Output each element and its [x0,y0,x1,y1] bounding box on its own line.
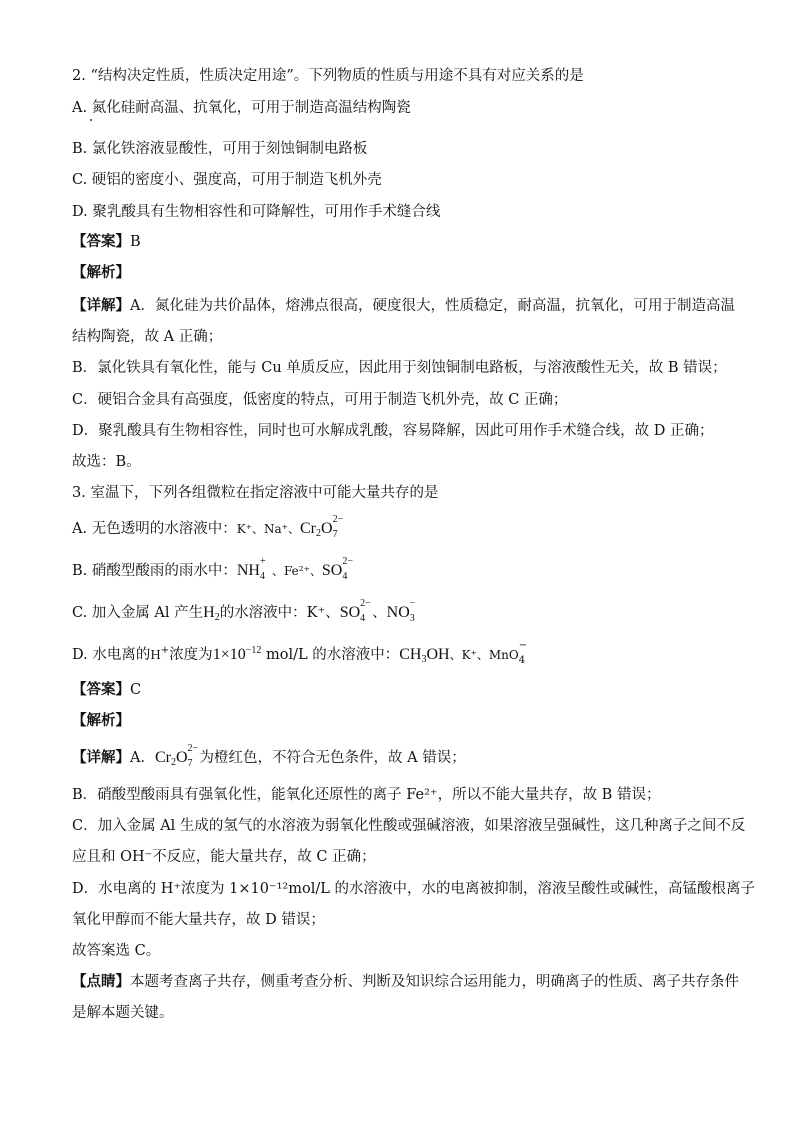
q3-comment-1: 【点睛】本题考查离子共存，侧重考查分析、判断及知识综合运用能力，明确离子的性质、离子共存条件 [72,973,739,990]
q3-detail-a: 【详解】A．$Cr_2O$ 2− 7 为橙红色，不符合无色条件，故 A 错误； [72,743,466,769]
q3-option-a: A. 无色透明的水溶液中：K⁺、Na⁺、$Cr_2O$ 2− 7 [72,514,344,540]
q3-detail-c1: C．加入金属 Al 生成的氢气的水溶液为弱氧化性酸或强碱溶液，如果溶液呈强碱性，这几种离子之间不反 [72,818,746,834]
q2-option-b: B. 氯化铁溶液显酸性，可用于刻蚀铜制电路板 [72,141,368,157]
q2-detail-c: C．硬铝合金具有高强度，低密度的特点，可用于制造飞机外壳，故 C 正确； [72,392,568,408]
q2-stem: 2. “结构决定性质，性质决定用途”。下列物质的性质与用途不具有对应关系的是 [72,68,584,84]
q3-detail-d1: D．水电离的 H⁺浓度为 1×10⁻¹²mol/L 的水溶液中，水的电离被抑制，溶液呈酸性或碱性，高锰酸根离子 [72,881,755,897]
answer-tag: 【答案】 [72,233,130,250]
q2-option-d: D. 聚乳酸具有生物相容性和可降解性，可用作手术缝合线 [72,204,441,220]
q2-analysis-tag: 【解析】 [72,264,130,281]
ammonium-formula: NH + 4 [236,556,266,582]
q3-detail-b: B．硝酸型酸雨具有强氧化性，能氧化还原性的离子 Fe²⁺，所以不能大量共存，故 B 错误； [72,787,661,803]
hydrogen-formula: $H_2$ [203,604,220,623]
q3-conclusion: 故答案选 C。 [72,943,161,959]
detail-tag: 【详解】 [72,297,130,314]
dichromate-formula: $Cr_2O$ 2− 7 [300,514,344,540]
q2-option-c: C. 硬铝的密度小、强度高，可用于制造飞机外壳 [72,172,382,188]
q2-conclusion: 故选：B。 [72,454,141,470]
q3-comment-2: 是解本题关键。 [72,1005,174,1021]
sulfate-formula-c: SO 2− 4 [339,598,371,624]
q2-detail-b: B．氯化铁具有氧化性，能与 Cu 单质反应，因此用于刻蚀铜制电路板，与溶液酸性无关，故 B 错误； [72,360,727,376]
q2-detail-a1: 【详解】A．氮化硅为共价晶体，熔沸点很高，硬度很大，性质稳定，耐高温，抗氧化，可用于制造高温 [72,297,735,314]
q3-stem: 3. 室温下，下列各组微粒在指定溶液中可能大量共存的是 [72,485,439,501]
q2-detail-d: D．聚乳酸具有生物相容性，同时也可水解成乳酸，容易降解，因此可用作手术缝合线，故 D 正确； [72,423,714,439]
q3-detail-c2: 应且和 OH⁻不反应，能大量共存，故 C 正确； [72,849,376,865]
stray-dot [90,119,92,121]
q2-answer-line [72,232,141,252]
q3-analysis-tag: 【解析】 [72,712,130,729]
q3-answer-line: 【答案】C [72,681,142,698]
q3-detail-d2: 氧化甲醇而不能大量共存，故 D 错误； [72,912,325,928]
q2-detail-a2: 结构陶瓷，故 A 正确； [72,329,223,345]
q2-option-a: A. 氮化硅耐高温、抗氧化，可用于制造高温结构陶瓷 [72,100,411,116]
q3-option-c: C. 加入金属 Al 产生$H_2$的水溶液中：K⁺、SO 2− 4 、NO − 3 [72,603,422,623]
methanol-formula: $CH_3OH$ [399,646,450,665]
nitrate-formula: NO − 3 [386,598,416,624]
q3-option-b: B. 硝酸型酸雨的雨水中：NH + 4 、Fe²⁺、SO 2− 4 [72,556,353,582]
q3-option-d: D. 水电离的H+浓度为$1\times 10^{-12}$ mol/L 的水溶液中：$CH_3OH$、K⁺、MnO − 4 [72,645,531,665]
permanganate-formula: MnO − 4 [488,640,528,666]
sulfate-formula: SO 2− 4 [321,556,353,582]
concentration-value: $1\times 10^{-12}$ [212,645,262,663]
answer-value: B [130,234,141,250]
